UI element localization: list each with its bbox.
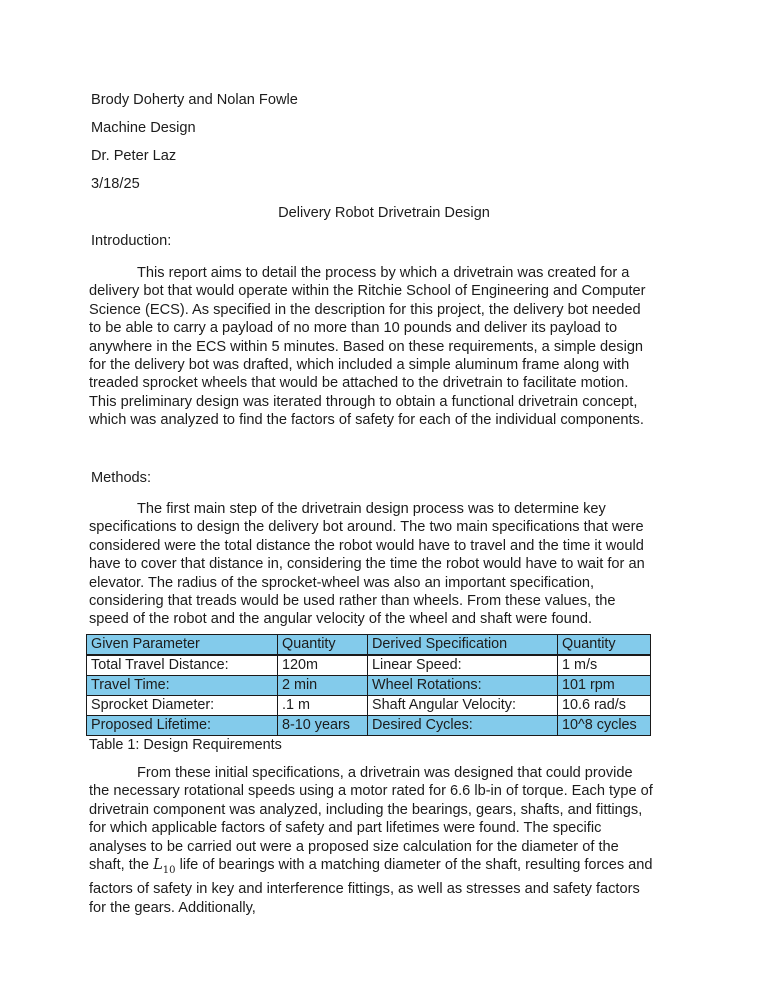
table-row bbox=[87, 716, 651, 736]
table-cell: Sprocket Diameter: bbox=[87, 696, 278, 716]
methods-paragraph-2-text-a: From these initial specifications, a drivetrain was designed that could provide the necessary rotational speeds using a motor rated for 6.6 lb-in of torque. Each type of drivetrain component was analyzed, including the bearings, gears, shafts, and fittings, for which applicable factors of safety and part lifetimes were found. The specific analyses to be carried out were a proposed size calculation for the diameter of the shaft, the bbox=[89, 765, 653, 874]
table-row bbox=[87, 655, 651, 676]
document-title: Delivery Robot Drivetrain Design bbox=[278, 205, 490, 221]
l10-subscript: 10 bbox=[162, 864, 176, 876]
date-line: 3/18/25 bbox=[91, 176, 140, 192]
table-cell: 10.6 rad/s bbox=[558, 696, 651, 716]
methods-heading: Methods: bbox=[91, 470, 152, 486]
introduction-paragraph: This report aims to detail the process by which a drivetrain was created for a delivery bot that would operate within the Ritchie School of Engineering and Computer Science (ECS). As specified in the description for this project, the delivery bot needed to be able to carry a payload of no more than 10 pounds and deliver its payload to anywhere in the ECS within 5 minutes. Based on these requirements, a simple design for the delivery bot was drafted, which included a simple aluminum frame along with treaded sprocket wheels that would be attached to the drivetrain to facilitate motion. This preliminary design was iterated through to obtain a functional drivetrain concept, which was analyzed to find the factors of safety for each of the individual components. bbox=[89, 265, 646, 429]
table-cell: Total Travel Distance: bbox=[87, 655, 278, 676]
introduction-heading: Introduction: bbox=[91, 233, 172, 249]
methods-paragraph-2-text-b: life of bearings with a matching diameter of the shaft, resulting forces and factors of safety in key and interference fittings, as well as stresses and safety factors for the gears. Additionally, bbox=[89, 857, 653, 916]
table-cell: Proposed Lifetime: bbox=[87, 716, 278, 736]
l10-base: L bbox=[153, 856, 163, 874]
l10-math-symbol bbox=[153, 856, 176, 876]
instructor-line: Dr. Peter Laz bbox=[91, 148, 177, 164]
table-cell: Travel Time: bbox=[87, 676, 278, 696]
table-header-cell: Quantity bbox=[558, 635, 651, 656]
table-cell: Linear Speed: bbox=[368, 655, 558, 676]
table-caption: Table 1: Design Requirements bbox=[89, 737, 282, 753]
table-cell: .1 m bbox=[278, 696, 368, 716]
table-cell: Desired Cycles: bbox=[368, 716, 558, 736]
table-cell: Wheel Rotations: bbox=[368, 676, 558, 696]
table-header-cell: Derived Specification bbox=[368, 635, 558, 656]
table-header-row bbox=[87, 635, 651, 656]
course-line: Machine Design bbox=[91, 120, 196, 136]
table-row bbox=[87, 696, 651, 716]
design-requirements-table bbox=[86, 634, 651, 736]
table-cell: 1 m/s bbox=[558, 655, 651, 676]
table-cell: 101 rpm bbox=[558, 676, 651, 696]
table-cell: 8-10 years bbox=[278, 716, 368, 736]
table-cell: Shaft Angular Velocity: bbox=[368, 696, 558, 716]
methods-paragraph-2 bbox=[89, 764, 655, 917]
methods-paragraph-1: The first main step of the drivetrain design process was to determine key specifications to design the delivery bot around. The two main specifications that were considered were the total distance the robot would have to travel and the time it would have to cover that distance in, considering the time the robot would have to wait for an elevator. The radius of the sprocket-wheel was also an important specification, considering that treads would be used rather than wheels. From these values, the speed of the robot and the angular velocity of the wheel and shaft were found. bbox=[89, 501, 645, 628]
table-cell: 10^8 cycles bbox=[558, 716, 651, 736]
table-cell: 2 min bbox=[278, 676, 368, 696]
authors-line: Brody Doherty and Nolan Fowle bbox=[91, 92, 298, 108]
table-header-cell: Given Parameter bbox=[87, 635, 278, 656]
table-header-cell: Quantity bbox=[278, 635, 368, 656]
table-row bbox=[87, 676, 651, 696]
table-cell: 120m bbox=[278, 655, 368, 676]
